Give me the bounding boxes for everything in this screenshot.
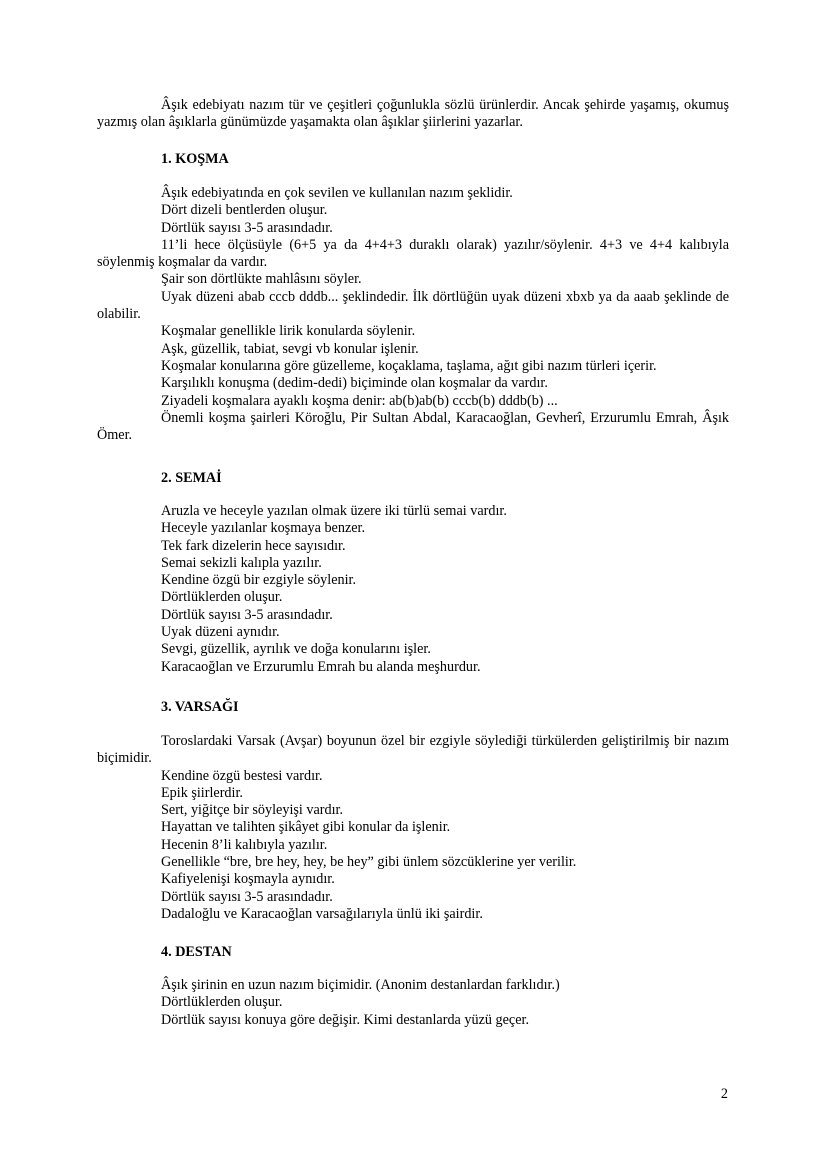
list-item: Dörtlük sayısı 3-5 arasındadır.: [161, 219, 333, 236]
list-item: Hecenin 8’li kalıbıyla yazılır.: [161, 836, 328, 853]
list-item: Âşık şirinin en uzun nazım biçimidir. (Anonim destanlardan farklıdır.): [161, 977, 560, 993]
list-item: Aşk, güzellik, tabiat, sevgi vb konular işlenir.: [161, 340, 419, 357]
list-item: Uyak düzeni aynıdır.: [161, 624, 280, 641]
list-item: Koşmalar konularına göre güzelleme, koçaklama, taşlama, ağıt gibi nazım türleri içerir.: [161, 357, 657, 374]
list-item: Tek fark dizelerin hece sayısıdır.: [161, 537, 346, 554]
list-item: Ziyadeli koşmalara ayaklı koşma denir: ab(b)ab(b) cccb(b) dddb(b) ...: [161, 392, 558, 409]
section-list-varsagi: [97, 733, 729, 923]
list-item: Sevgi, güzellik, ayrılık ve doğa konularını işler.: [161, 641, 431, 658]
list-item: Dörtlük sayısı 3-5 arasındadır.: [161, 888, 333, 905]
list-item: Dadaloğlu ve Karacaoğlan varsağılarıyla ünlü iki şairdir.: [161, 905, 483, 922]
section-list-destan: [97, 977, 729, 1029]
list-item: Uyak düzeni abab cccb dddb... şeklindedir. İlk dörtlüğün uyak düzeni xbxb ya da aaab şeklinde de olabilir.: [97, 288, 729, 323]
section-heading-varsagi: 3. VARSAĞI: [161, 699, 239, 715]
intro-paragraph: Âşık edebiyatı nazım tür ve çeşitleri çoğunlukla sözlü ürünlerdir. Ancak şehirde yaşamış, okumuş yazmış olan âşıklarla günümüzde yaşamakta olan âşıklar şiirlerini yazarlar.: [97, 97, 729, 131]
list-item: Toroslardaki Varsak (Avşar) boyunun özel bir ezgiyle söylediği türkülerden geliştirilmiş bir nazım biçimidir.: [97, 733, 729, 767]
list-item: Dörtlük sayısı konuya göre değişir. Kimi destanlarda yüzü geçer.: [161, 1011, 529, 1028]
list-item: Genellikle “bre, bre hey, hey, be hey” gibi ünlem sözcüklerine yer verilir.: [161, 854, 577, 871]
list-item: Kendine özgü bestesi vardır.: [161, 767, 323, 784]
section-heading-kosma: 1. KOŞMA: [161, 151, 229, 167]
list-item: Dörtlüklerden oluşur.: [161, 589, 283, 606]
list-item: Dört dizeli bentlerden oluşur.: [161, 202, 328, 219]
list-item: Aruzla ve heceyle yazılan olmak üzere iki türlü semai vardır.: [161, 503, 507, 519]
section-list-kosma: [97, 185, 729, 444]
section-heading-destan: 4. DESTAN: [161, 944, 232, 960]
section-list-semai: [97, 503, 729, 676]
list-item: Epik şiirlerdir.: [161, 784, 243, 801]
list-item: Semai sekizli kalıpla yazılır.: [161, 554, 322, 571]
list-item: Sert, yiğitçe bir söyleyişi vardır.: [161, 802, 344, 819]
page-number: 2: [720, 1086, 728, 1102]
list-item: Karacaoğlan ve Erzurumlu Emrah bu alanda meşhurdur.: [161, 658, 481, 675]
list-item: 11’li hece ölçüsüyle (6+5 ya da 4+4+3 duraklı olarak) yazılır/söylenir. 4+3 ve 4+4 kalıbıyla söylenmiş koşmalar da vardır.: [97, 236, 729, 271]
list-item: Dörtlük sayısı 3-5 arasındadır.: [161, 606, 333, 623]
section-heading-semai: 2. SEMAİ: [161, 470, 222, 486]
list-item: Karşılıklı konuşma (dedim-dedi) biçiminde olan koşmalar da vardır.: [161, 375, 548, 392]
list-item: Kendine özgü bir ezgiyle söylenir.: [161, 572, 357, 589]
list-item: Hayattan ve talihten şikâyet gibi konular da işlenir.: [161, 819, 451, 836]
list-item: Heceyle yazılanlar koşmaya benzer.: [161, 520, 366, 537]
list-item: Âşık edebiyatında en çok sevilen ve kullanılan nazım şeklidir.: [161, 185, 513, 201]
list-item: Koşmalar genellikle lirik konularda söylenir.: [161, 323, 416, 340]
list-item: Şair son dörtlükte mahlâsını söyler.: [161, 271, 362, 288]
list-item: Önemli koşma şairleri Köroğlu, Pir Sultan Abdal, Karacaoğlan, Gevherî, Erzurumlu Emrah, Âşık Ömer.: [97, 409, 729, 444]
list-item: Dörtlüklerden oluşur.: [161, 994, 283, 1011]
list-item: Kafiyelenişi koşmayla aynıdır.: [161, 871, 335, 888]
